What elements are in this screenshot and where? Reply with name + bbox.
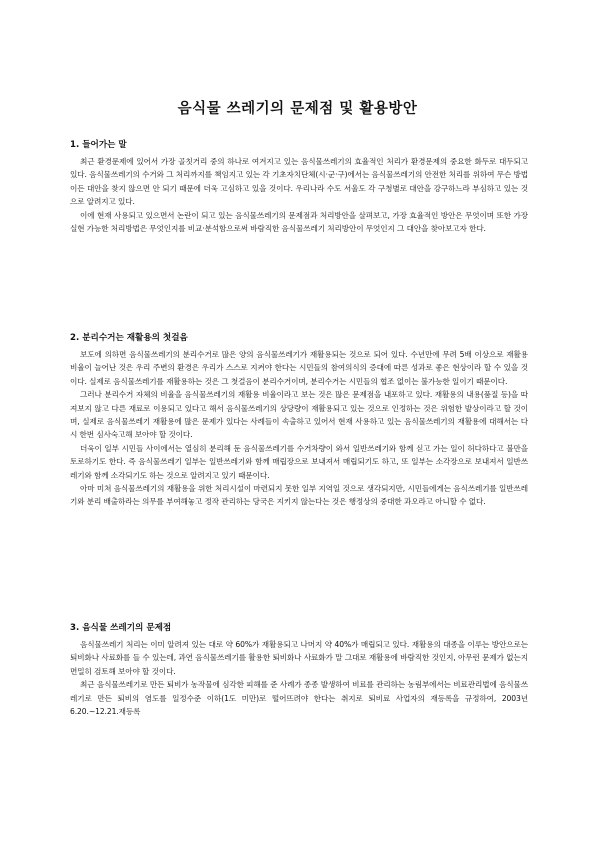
paragraph: 이에 현재 사용되고 있으면서 논란이 되고 있는 음식물쓰레기의 문제점과 처리방안을 살펴보고, 가장 효율적인 방안은 무엇이며 또한 가장 실현 가능한 처리방법은 무엇인지를 비교·분석함으로써 바람직한 음식물쓰레기 처리방안이 무엇인지 그 대안을 찾아보고자 한다.: [70, 210, 528, 234]
paragraph: 더욱이 일부 시민들 사이에서는 열심히 분리해 둔 음식물쓰레기를 수거차량이 와서 일반쓰레기와 함께 싣고 가는 일이 허다하다고 불만을 토로하기도 한다. 즉 음식물쓰레기 일부는 일반쓰레기와 함께 매립장으로 보내져서 매립되기도 하고, 또 일부는 소각장으로 보내져서 일반쓰레기와 함께 소각되기도 하는 것으로 알려지고 있기 때문이다.: [70, 443, 528, 480]
paragraph: 아마 미쳐 음식물쓰레기의 재활용을 위한 처리시설이 마련되지 못한 일부 지역일 것으로 생각되지만, 시민들에게는 음식쓰레기를 일반쓰레기와 분리 배출하라는 의무를 부여해놓고 정작 관리하는 당국은 지키지 않는다는 것은 행정상의 중대한 과오라고 아니할 수 없다.: [70, 484, 528, 507]
section-problems: [70, 622, 528, 718]
section-separate-collection: [70, 332, 528, 509]
paragraph: 최근 환경문제에 있어서 가장 골칫거리 중의 하나로 여겨지고 있는 음식물쓰레기의 효율적인 처리가 환경문제의 중요한 화두로 대두되고 있다. 음식물쓰레기의 수거와 그 처리까지를 책임지고 있는 각 기초자치단체(시·군·구)에서는 음식물쓰레기의 안전한 처리를 위하여 무슨 방법이든 대안을 찾지 않으면 안 되기 때문에 더욱 고심하고 있을 것이다. 우리나라 수도 서울도 각 구청별로 대안을 강구하느라 부심하고 있는 것으로 알려지고 있다.: [70, 157, 528, 207]
section-introduction: [70, 139, 528, 235]
paragraph: 그러나 분리수거 자체의 비율을 음식물쓰레기의 재활용 비율이라고 보는 것은 많은 문제점을 내포하고 있다. 재활용의 내용(품질 등)을 따져보지 않고 다른 재료로 이용되고 있다고 해서 음식물쓰레기의 상당량이 재활용되고 있는 것으로 인정하는 것은 위험한 발상이라고 할 것이며, 실제로 음식물쓰레기 재활용에 많은 문제가 있다는 사례들이 속출하고 있어서 현재 사용하고 있는 음식물쓰레기의 재활용에 대해서는 다시 한번 심사숙고해 보아야 할 것이다.: [70, 390, 528, 440]
document-title: 음식물 쓰레기의 문제점 및 활용방안: [177, 100, 418, 117]
paragraph: 음식물쓰레기 처리는 이미 알려져 있는 대로 약 60%가 재활용되고 나머지 약 40%가 매립되고 있다. 재활용의 대종을 이루는 방안으로는 퇴비화나 사료화를 들 수 있는데, 과연 음식물쓰레기를 활용한 퇴비화나 사료화가 말 그대로 재활용에 바람직한 것인지, 아무런 문제가 없는지 면밀히 검토해 보아야 할 것이다.: [70, 640, 528, 676]
section-heading: 2. 분리수거는 재활용의 첫걸음: [70, 333, 188, 343]
paragraph: 최근 음식물쓰레기로 만든 퇴비가 농작물에 심각한 피해를 준 사례가 종종 발생하여 비료를 관리하는 농림부에서는 비료관리법에 음식물쓰레기로 만든 퇴비의 염도를 일정수준 이하(1도 미만)로 떨어뜨려야 한다는 취지로 퇴비료 사업자의 재등록을 규정하여, 2003년 6.20.~12.21.재등록: [70, 680, 528, 717]
section-heading: 3. 음식물 쓰레기의 문제점: [70, 623, 172, 633]
paragraph: 보도에 의하면 음식물쓰레기의 분리수거로 많은 양의 음식물쓰레기가 재활용되는 것으로 되어 있다. 수년만에 무려 5배 이상으로 재활용 비율이 늘어난 것은 우리 주변의 환경은 우리가 스스로 지켜야 한다는 시민들의 참여의식의 증대에 따른 성과로 좋은 현상이라 할 수 있을 것이다. 실제로 음식물쓰레기를 재활용하는 것은 그 첫걸음이 분리수거이며, 분리수거는 시민들의 협조 없이는 불가능한 일이기 때문이다.: [70, 350, 528, 386]
section-heading: 1. 들어가는 말: [70, 140, 127, 150]
